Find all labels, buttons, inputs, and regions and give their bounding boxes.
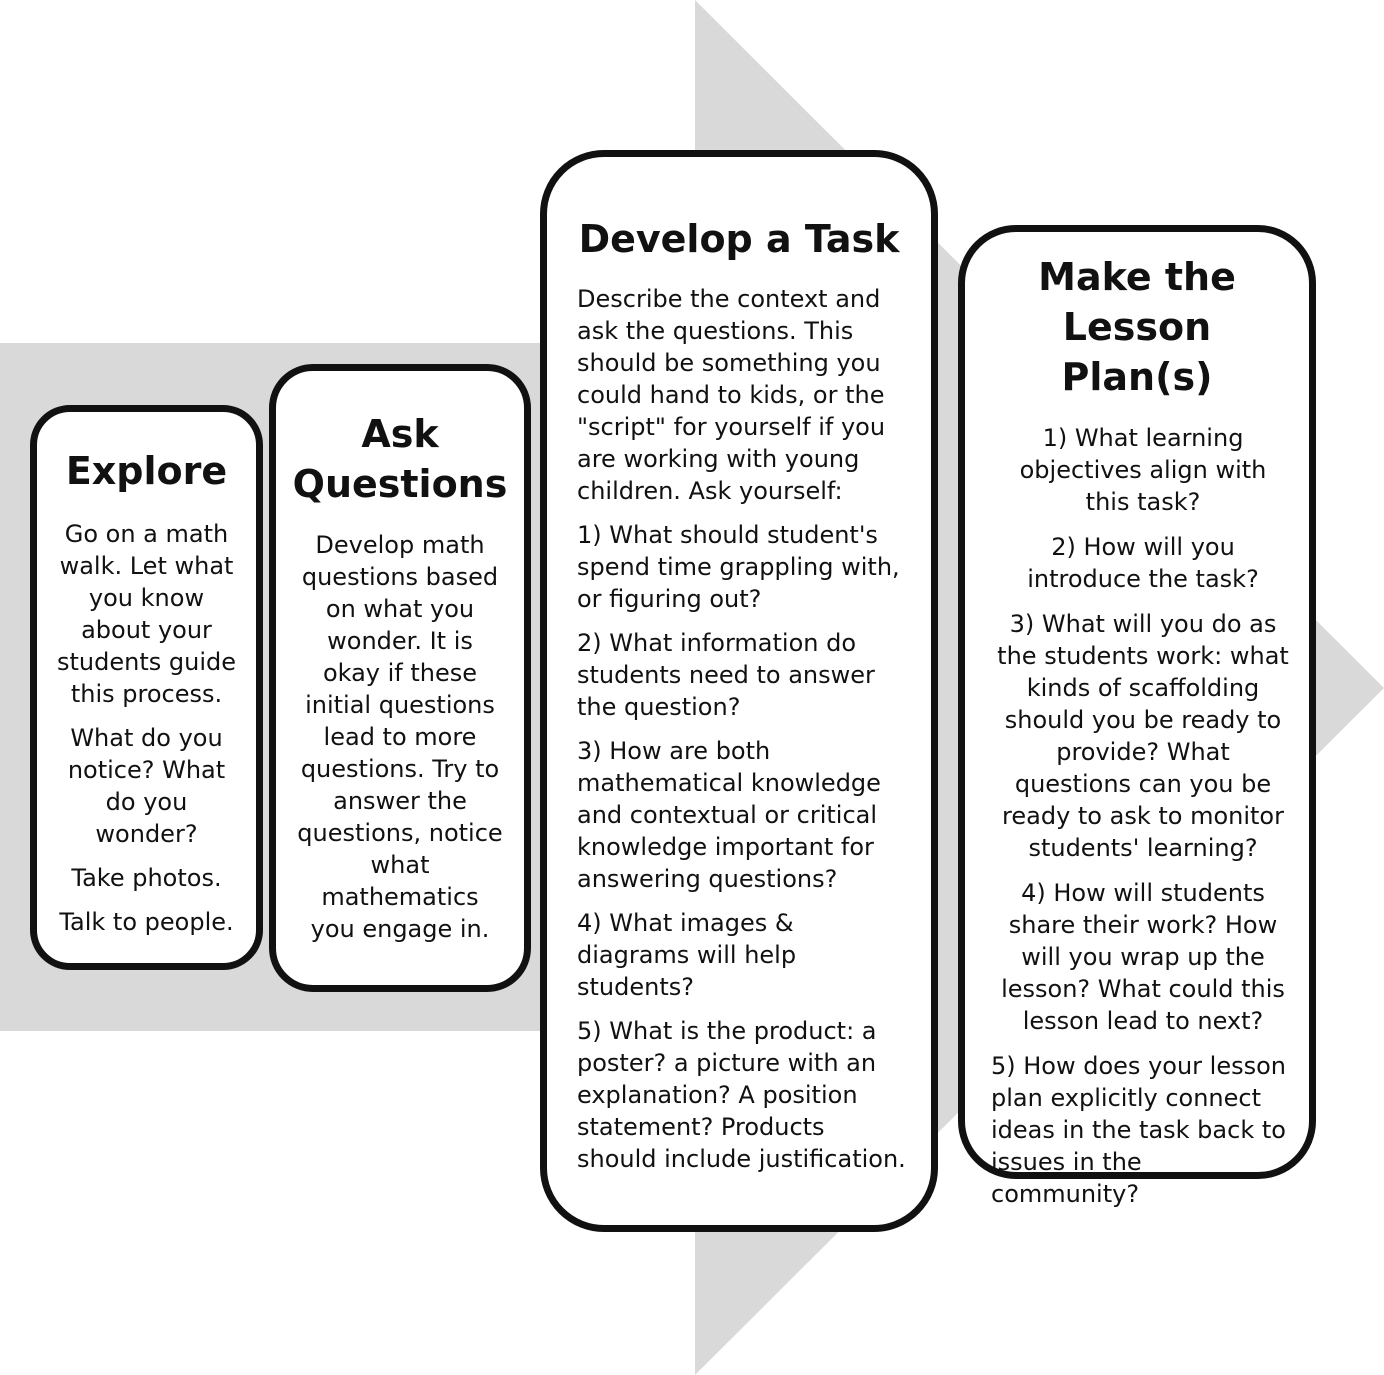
step-text: 5) What is the product: a poster? a picture with an explanation? A position statement? Products should include justification. xyxy=(577,1017,906,1173)
step-text: 2) How will you introduce the task? xyxy=(1027,533,1259,593)
step-title: Explore xyxy=(65,449,228,493)
step-card-lesson-plan xyxy=(958,225,1316,1208)
step-card-explore xyxy=(30,405,263,970)
step-card-ask-questions xyxy=(269,364,531,992)
step-text: What do you notice? What do you wonder? xyxy=(67,724,226,848)
step-title: Ask Questions xyxy=(292,412,508,506)
step-text: Develop math questions based on what you wonder. It is okay if these initial questions lead to more questions. Try to answer the questions, notice what mathematics you engage in. xyxy=(297,531,503,943)
step-title: Make the Lesson Plan(s) xyxy=(1038,255,1236,399)
step-card-develop-task xyxy=(540,150,938,1232)
step-text: Talk to people. xyxy=(59,908,234,936)
step-text: 3) What will you do as the students work: what kinds of scaffolding should you be ready to provide? What questions can you be ready to ask to monitor students' learning? xyxy=(997,610,1289,862)
step-text: 1) What learning objectives align with this task? xyxy=(1019,424,1267,516)
step-text: 3) How are both mathematical knowledge and contextual or critical knowledge important for answering questions? xyxy=(577,737,881,893)
step-text: Describe the context and ask the questions. This should be something you could hand to kids, or the "script" for yourself if you are working with young children. Ask yourself: xyxy=(577,285,886,505)
step-title: Develop a Task xyxy=(578,217,900,261)
step-text: 1) What should student's spend time grappling with, or figuring out? xyxy=(577,521,900,613)
step-text: 2) What information do students need to answer the question? xyxy=(577,629,875,721)
step-text: 4) What images & diagrams will help students? xyxy=(577,909,797,1001)
step-text: 4) How will students share their work? How will you wrap up the lesson? What could this lesson lead to next? xyxy=(1001,879,1285,1035)
step-text: Take photos. xyxy=(71,864,222,892)
step-text: 5) How does your lesson plan explicitly connect ideas in the task back to issues in the community? xyxy=(991,1052,1286,1208)
step-text: Go on a math walk. Let what you know about your students guide this process. xyxy=(57,520,236,708)
